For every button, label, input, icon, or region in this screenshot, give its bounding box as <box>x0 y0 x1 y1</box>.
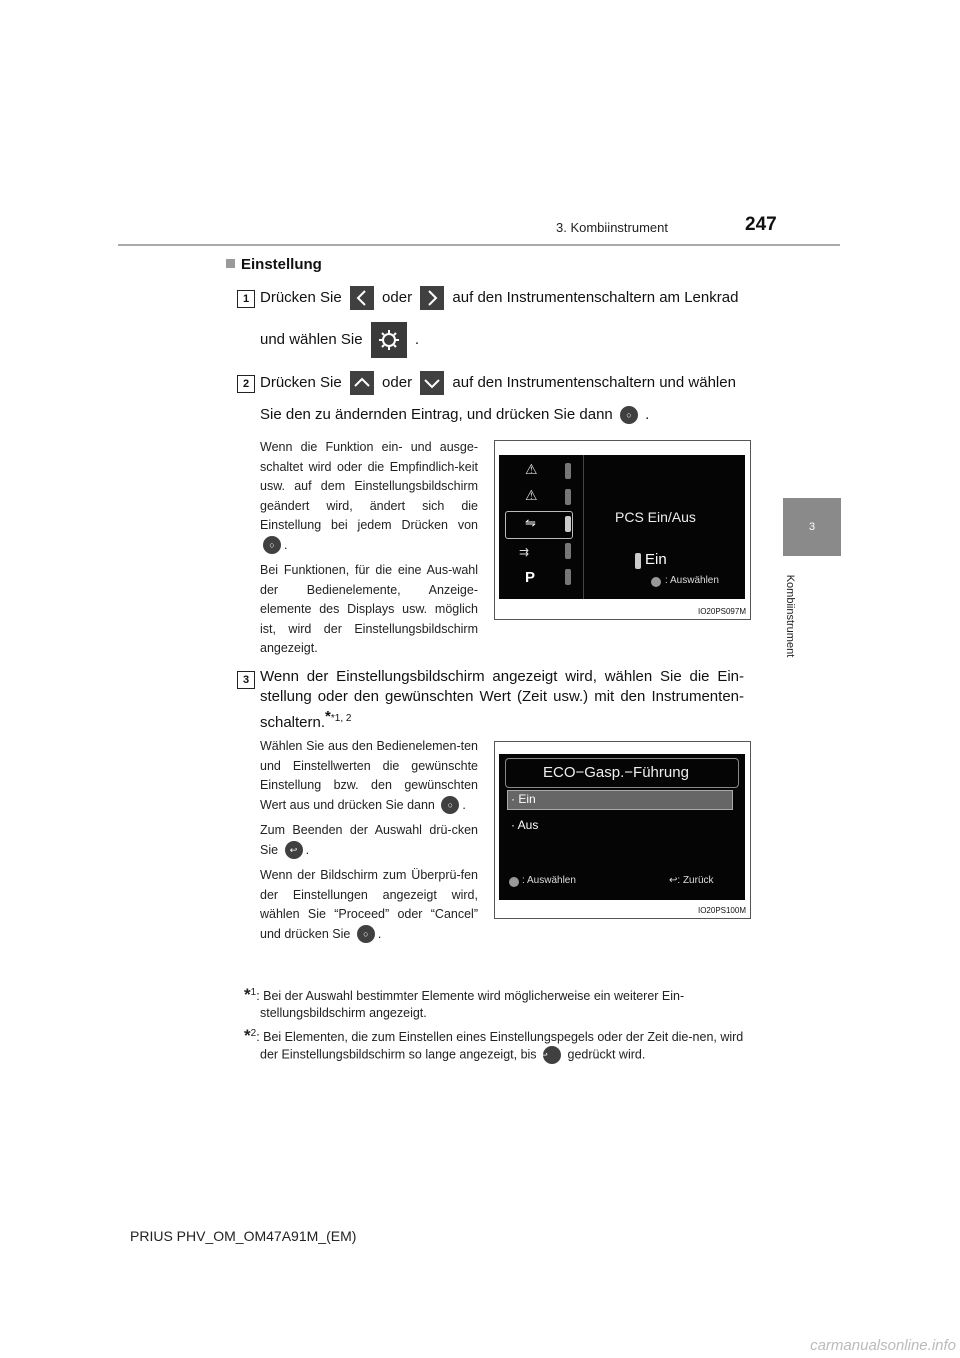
figure-caption-1: IO20PS097M <box>697 607 746 616</box>
page-number: 247 <box>745 214 777 235</box>
section-title: 3. Kombiinstrument <box>556 220 668 235</box>
step-2-number: 2 <box>237 374 255 393</box>
parking-icon: P <box>525 569 536 586</box>
step-1-number: 1 <box>237 289 255 308</box>
chevron-right-icon <box>420 286 444 310</box>
screen-2-title: ECO−Gasp.−Führung <box>543 764 689 781</box>
footnote-2: *$^2$: Bei Elementen, die zum Einstellen eines Einstellungspegels oder der Zeit die-nen, wird der Einstellungsbildschirm so lange angezeigt, bis ↩ gedrückt wird. <box>244 1025 746 1064</box>
pcs-icon: ⚠ <box>525 461 538 477</box>
ok-button-icon: ○ <box>263 536 281 554</box>
note-2: Wählen Sie aus den Bedienelemen-ten und Einstellwerten die gewünschte Einstellung bzw. den gewünschten Wert aus und drücken Sie dann ○ . Zum Beenden der Auswahl drü-cken Sie ↩ . Wenn der Bildschirm zum Überprü-fen der Einstellungen angezeigt wird, wählen Sie “Proceed” oder “Cancel” und drücken Sie ○ . <box>260 737 478 944</box>
chapter-label-text: Kombiinstrument <box>784 574 796 658</box>
back-arrow-icon: ↩ <box>669 875 678 886</box>
screen-1-title: PCS Ein/Aus <box>615 509 696 525</box>
header-divider <box>118 244 840 246</box>
step-3-text: Wenn der Einstellungsbildschirm angezeigt wird, wählen Sie die Ein-stellung oder den gewünschten Wert (Zeit usw.) mit den Instrumenten-schaltern.$^{**1, 2}$ <box>260 668 744 731</box>
step-2-line-1: Drücken Sie oder auf den Instrumentenschaltern und wählen <box>260 371 750 395</box>
chapter-label <box>780 565 800 675</box>
section-heading <box>226 256 322 273</box>
display-screenshot-2 <box>494 741 751 919</box>
option-ein: · Ein <box>511 792 536 806</box>
sensor-icon: ⚠ <box>525 487 538 503</box>
lane-icon: ⇉ <box>519 545 530 559</box>
chapter-tab: 3 <box>783 498 841 556</box>
car-icon: ⇋ <box>525 515 536 530</box>
ok-button-icon: ○ <box>620 406 638 424</box>
selected-menu-item <box>505 511 573 539</box>
screen-2-hint-left: : Auswählen <box>522 875 576 886</box>
gear-icon <box>371 322 407 358</box>
step-1-line-1: Drücken Sie oder auf den Instrumentenschaltern am Lenkrad <box>260 286 750 310</box>
document-footer: PRIUS PHV_OM_OM47A91M_(EM) <box>130 1228 357 1244</box>
ok-button-icon: ○ <box>441 796 459 814</box>
chevron-left-icon <box>350 286 374 310</box>
option-aus: · Aus <box>511 818 539 832</box>
step-3-number: 3 <box>237 670 255 689</box>
screen-1-value: Ein <box>645 551 667 568</box>
screen-2-hint-right: ↩: Zurück <box>669 875 714 886</box>
chevron-up-icon <box>350 371 374 395</box>
figure-caption-2: IO20PS100M <box>697 906 746 915</box>
ok-button-icon: ○ <box>357 925 375 943</box>
selected-option <box>507 790 733 810</box>
square-bullet-icon <box>226 259 235 268</box>
chevron-down-icon <box>420 371 444 395</box>
display-screenshot-1 <box>494 440 751 620</box>
heading-text: Einstellung <box>241 256 322 273</box>
note-1: Wenn die Funktion ein- und ausge-schaltet wird oder die Empfindlich-keit usw. auf dem Einstellungsbildschirm geändert wird, ändert sich die Einstellung bei jedem Drücken von ○ . Bei Funktionen, für die eine Aus-wahl der Bedienelemente, Anzeige-elemente des Displays usw. möglich ist, wird der Einstellungsbildschirm angezeigt. <box>260 440 478 655</box>
back-button-icon: ↩ <box>543 1046 561 1064</box>
footnote-1: *$^1$: Bei der Auswahl bestimmter Elemente wird möglicherweise ein weiterer Ein-stellungsbildschirm angezeigt. <box>244 985 685 1021</box>
screen-1-hint: : Auswählen <box>665 575 719 586</box>
back-button-icon: ↩ <box>285 841 303 859</box>
step-2-line-2: Sie den zu ändernden Eintrag, und drücken Sie dann ○ . <box>260 406 650 423</box>
watermark: carmanualsonline.info <box>810 1337 956 1354</box>
step-1-line-2: und wählen Sie . <box>260 322 750 358</box>
menu-column <box>499 455 584 599</box>
